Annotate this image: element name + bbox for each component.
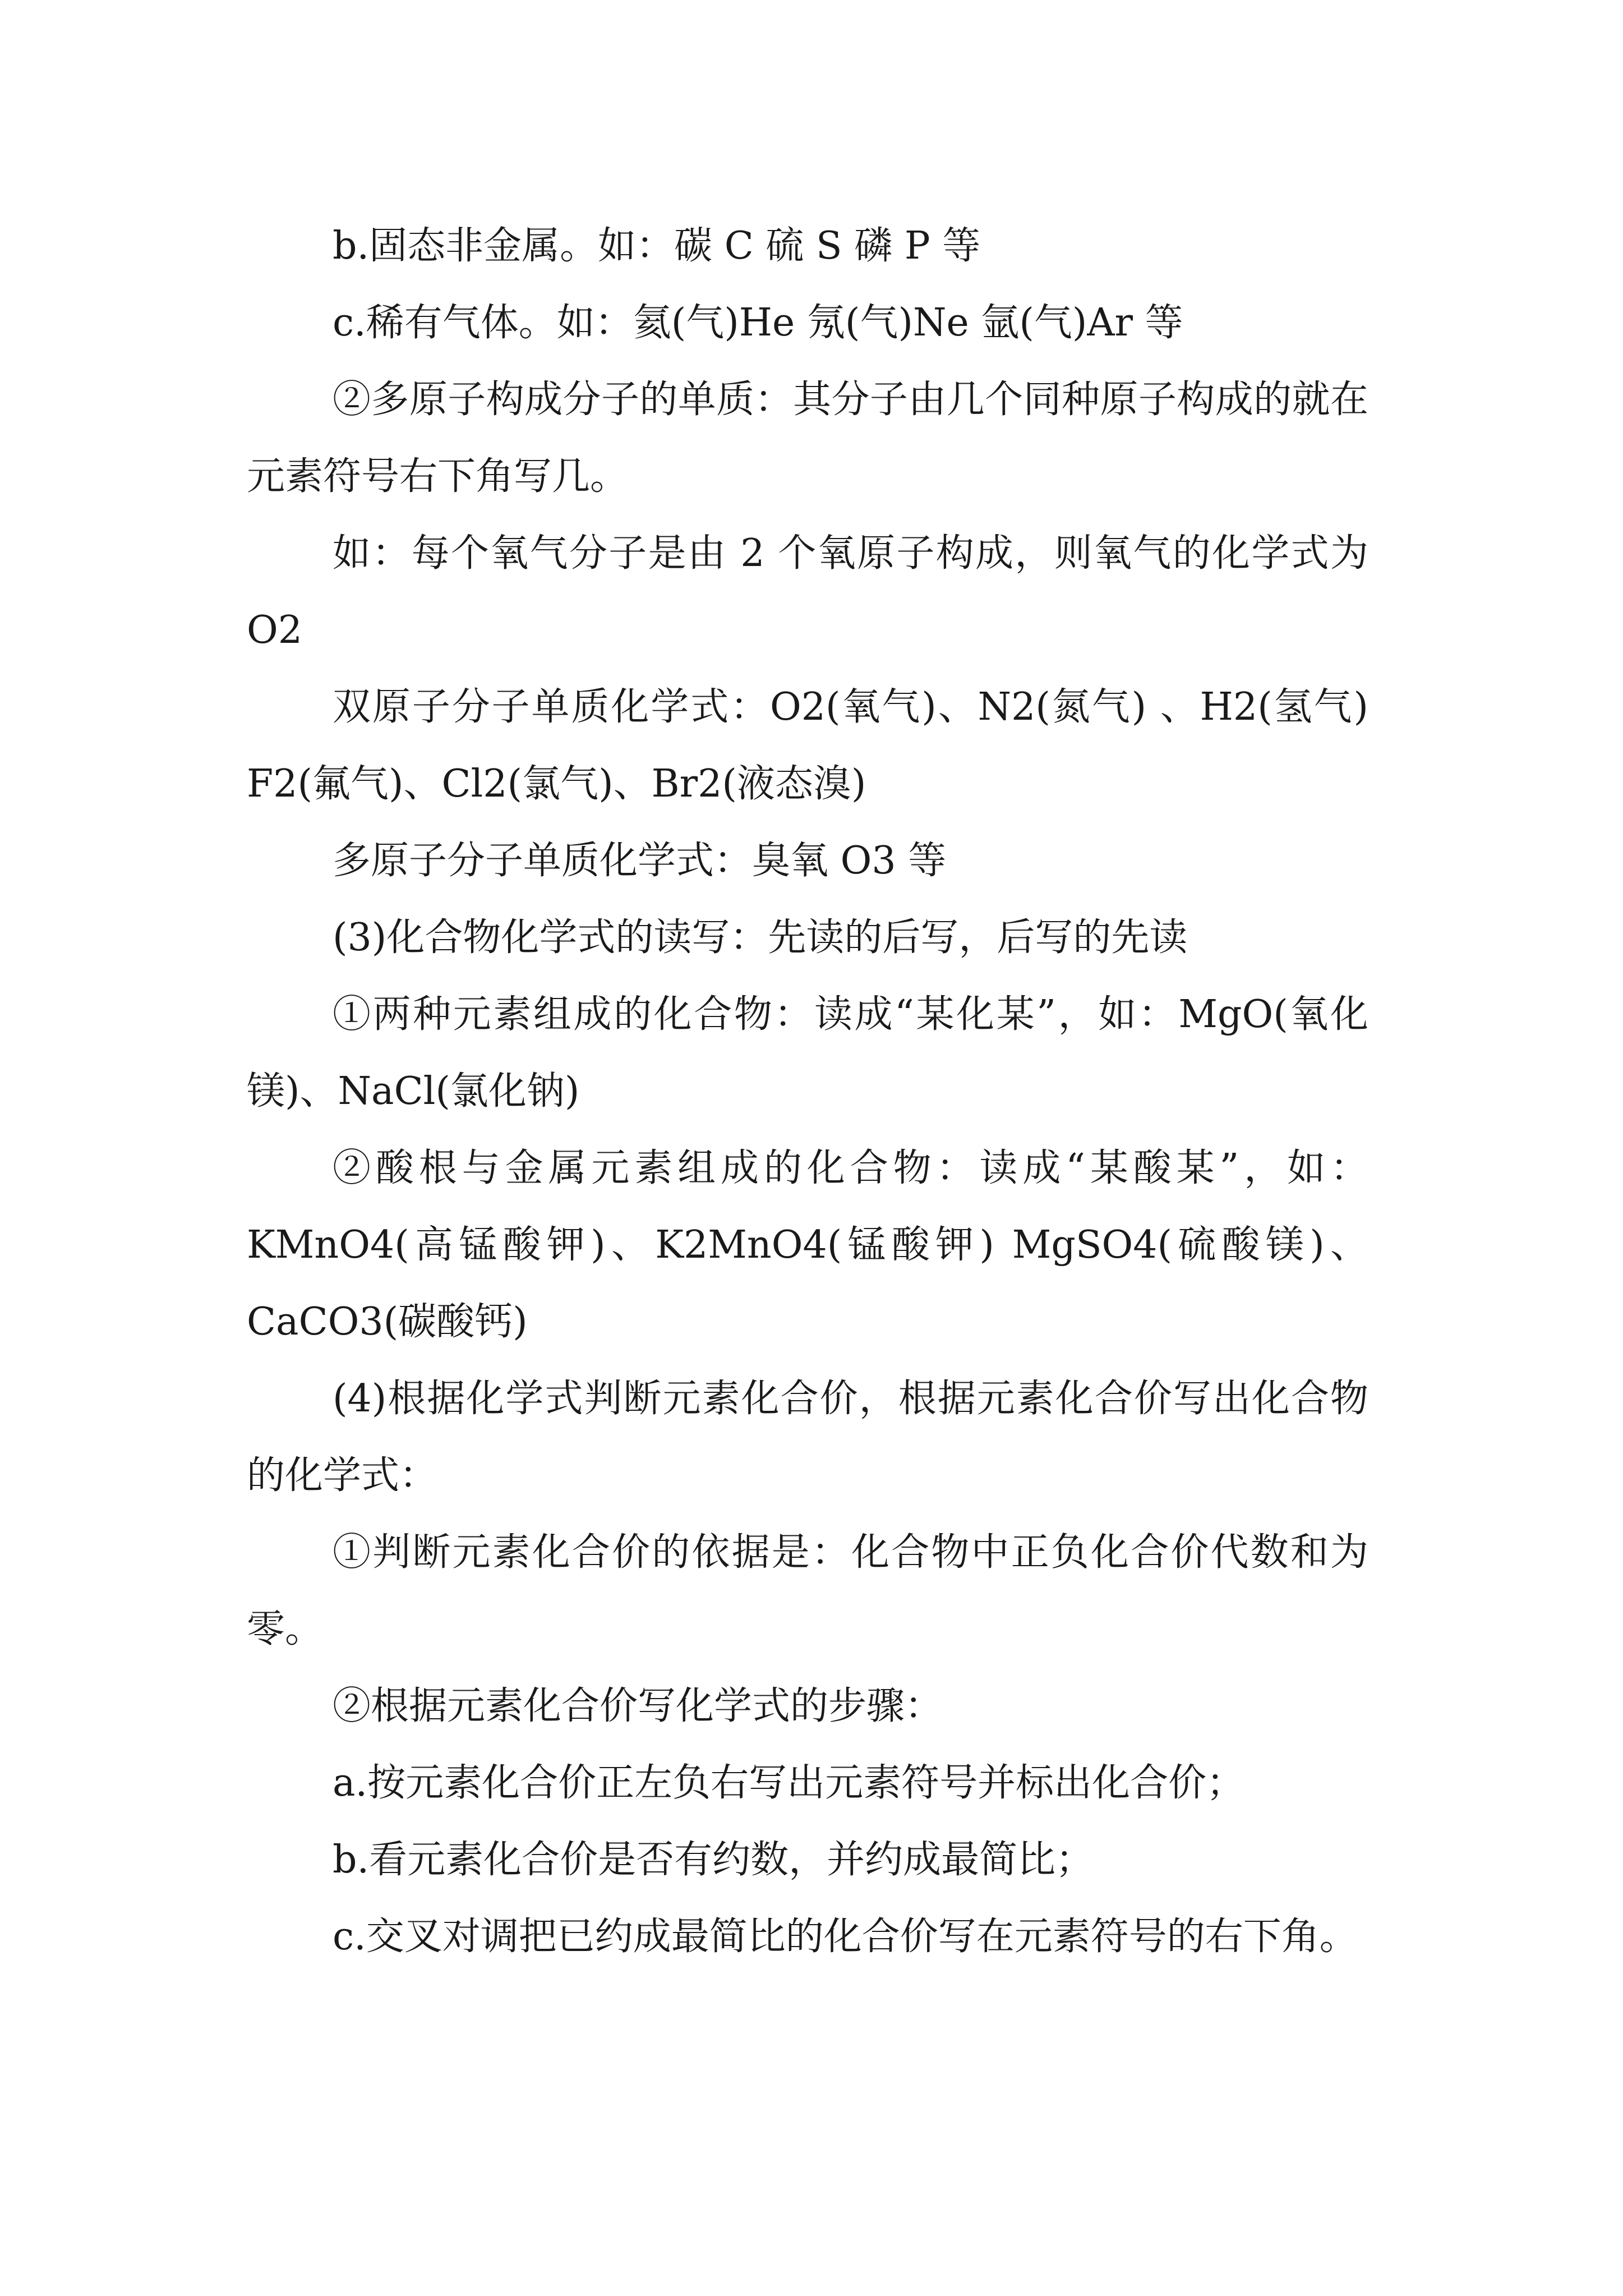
- paragraph-compound-reading: (3)化合物化学式的读写：先读的后写，后写的先读: [333, 915, 1188, 960]
- paragraph-step-a: a.按元素化合价正左负右写出元素符号并标出化合价；: [333, 1761, 1245, 1805]
- paragraph-step-b: b.看元素化合价是否有约数，并约成最简比；: [333, 1838, 1094, 1882]
- paragraph-formula-steps: ②根据元素化合价写化学式的步骤：: [333, 1684, 943, 1728]
- document-page: [247, 208, 1368, 1975]
- paragraph-polyatomic-formulas: 多原子分子单质化学式：臭氧 O3 等: [333, 839, 947, 883]
- paragraph-polyatomic-elements: ②多原子构成分子的单质：其分子由几个同种原子构成的就在元素符号右下角写几。: [247, 378, 1368, 499]
- paragraph-step-c: c.交叉对调把已约成最简比的化合价写在元素符号的右下角。: [333, 1915, 1358, 1959]
- paragraph-oxygen-example: 如：每个氧气分子是由 2 个氧原子构成，则氧气的化学式为 O2: [247, 531, 1368, 652]
- paragraph-diatomic-formulas: 双原子分子单质化学式：O2(氧气)、N2(氮气) 、H2(氢气) F2(氟气)、Cl2(氯气)、Br2(液态溴): [247, 685, 1368, 806]
- paragraph-valence-heading: (4)根据化学式判断元素化合价，根据元素化合价写出化合物的化学式：: [247, 1377, 1368, 1498]
- paragraph-binary-compounds: ①两种元素组成的化合物：读成“某化某”，如：MgO(氧化镁)、NaCl(氯化钠): [247, 992, 1368, 1114]
- paragraph-acid-radical-compounds: ②酸根与金属元素组成的化合物：读成“某酸某”，如：KMnO4(高锰酸钾)、K2MnO4(锰酸钾) MgSO4(硫酸镁)、CaCO3(碳酸钙): [247, 1146, 1368, 1344]
- paragraph-valence-basis: ①判断元素化合价的依据是：化合物中正负化合价代数和为零。: [247, 1530, 1368, 1651]
- paragraph-solid-nonmetals: b.固态非金属。如：碳 C 硫 S 磷 P 等: [333, 224, 981, 268]
- paragraph-noble-gases: c.稀有气体。如：氦(气)He 氖(气)Ne 氩(气)Ar 等: [333, 301, 1183, 345]
